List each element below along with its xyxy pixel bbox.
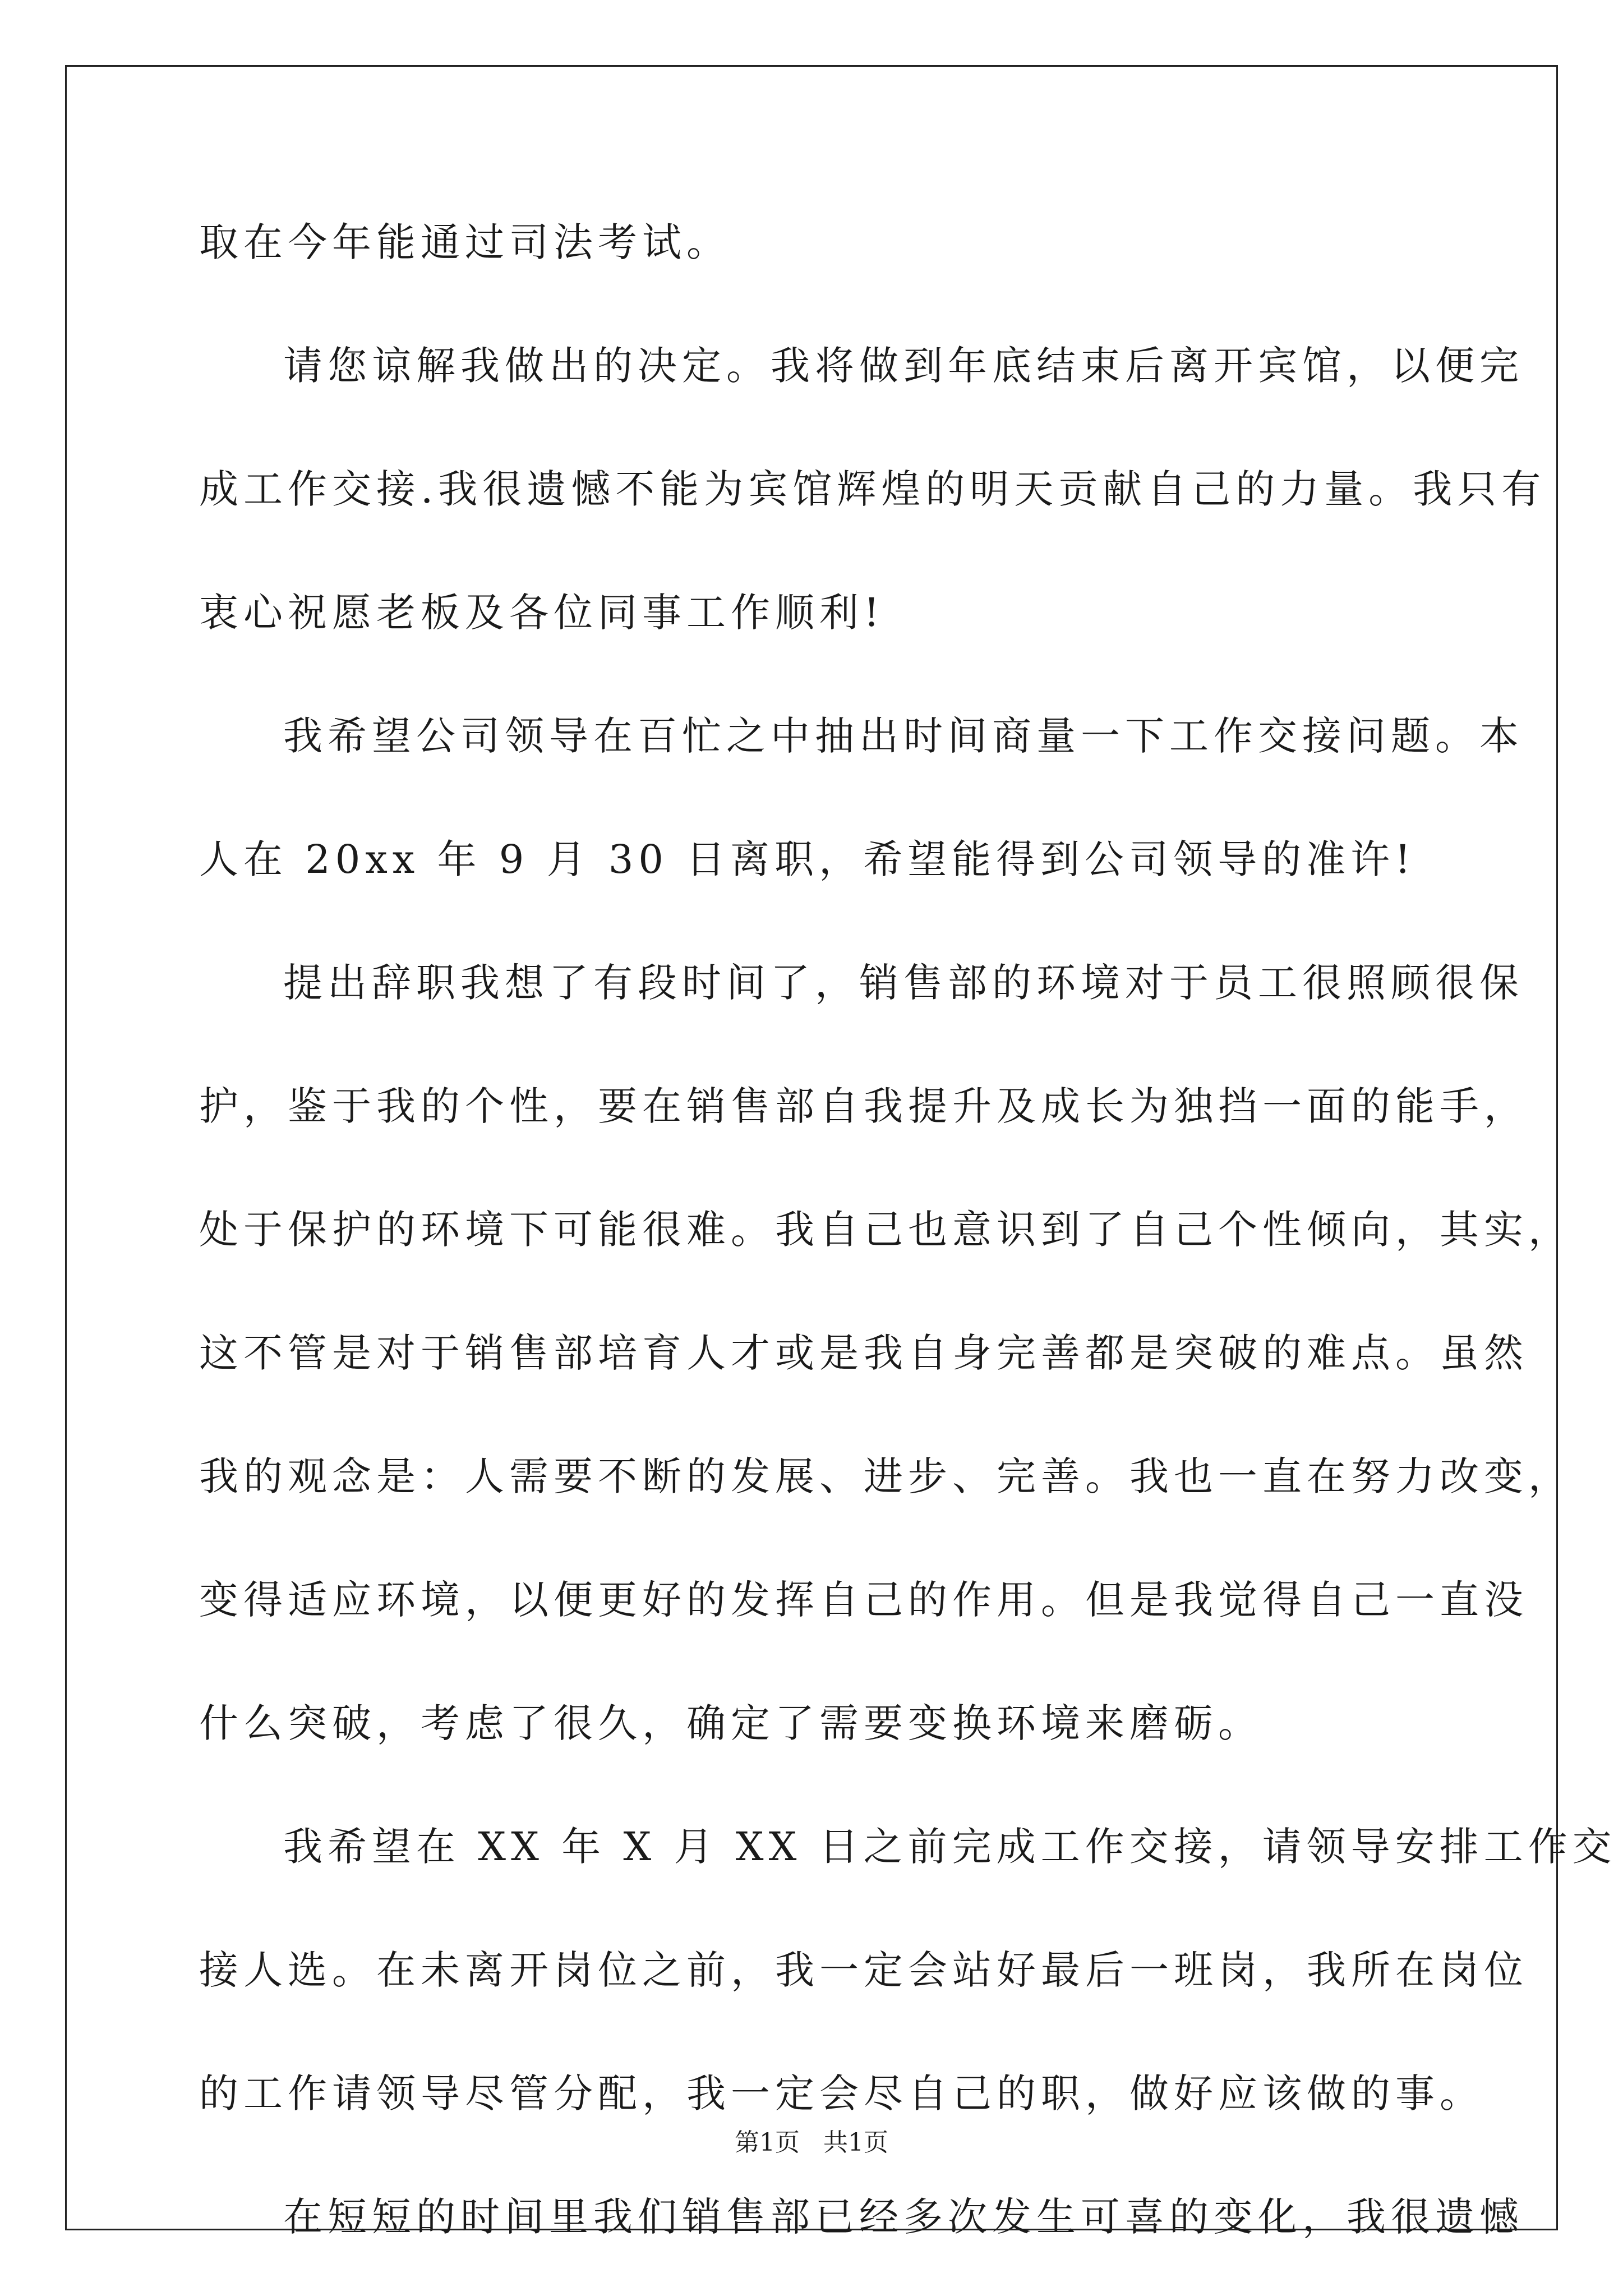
text-line: 人在 20xx 年 9 月 30 日离职，希望能得到公司领导的准许! xyxy=(199,836,1416,882)
text-line: 成工作交接.我很遗憾不能为宾馆辉煌的明天贡献自己的力量。我只有 xyxy=(199,466,1546,512)
text-line: 处于保护的环境下可能很难。我自己也意识到了自己个性倾向，其实， xyxy=(199,1207,1573,1253)
text-line: 这不管是对于销售部培育人才或是我自身完善都是突破的难点。虽然 xyxy=(199,1330,1528,1376)
text-line: 提出辞职我想了有段时间了，销售部的环境对于员工很照顾很保 xyxy=(283,960,1524,1006)
text-line: 变得适应环境，以便更好的发挥自己的作用。但是我觉得自己一直没 xyxy=(199,1577,1528,1623)
text-line: 什么突破，考虑了很久，确定了需要变换环境来磨砺。 xyxy=(199,1700,1262,1746)
text-line: 取在今年能通过司法考试。 xyxy=(199,219,731,265)
page-number: 第1页 共1页 xyxy=(735,2128,888,2157)
text-line: 我的观念是：人需要不断的发展、进步、完善。我也一直在努力改变， xyxy=(199,1453,1573,1499)
text-line: 我希望公司领导在百忙之中抽出时间商量一下工作交接问题。本 xyxy=(283,713,1524,759)
text-line: 衷心祝愿老板及各位同事工作顺利! xyxy=(199,590,885,636)
text-line: 接人选。在未离开岗位之前，我一定会站好最后一班岗，我所在岗位 xyxy=(199,1947,1528,1993)
text-line: 的工作请领导尽管分配，我一定会尽自己的职，做好应该做的事。 xyxy=(199,2070,1484,2116)
text-line: 我希望在 XX 年 X 月 XX 日之前完成工作交接，请领导安排工作交 xyxy=(283,1824,1617,1870)
text-line: 护，鉴于我的个性，要在销售部自我提升及成长为独挡一面的能手， xyxy=(199,1083,1528,1129)
text-line: 请您谅解我做出的决定。我将做到年底结束后离开宾馆，以便完 xyxy=(283,343,1524,389)
text-line: 在短短的时间里我们销售部已经多次发生可喜的变化，我很遗憾 xyxy=(283,2194,1524,2240)
